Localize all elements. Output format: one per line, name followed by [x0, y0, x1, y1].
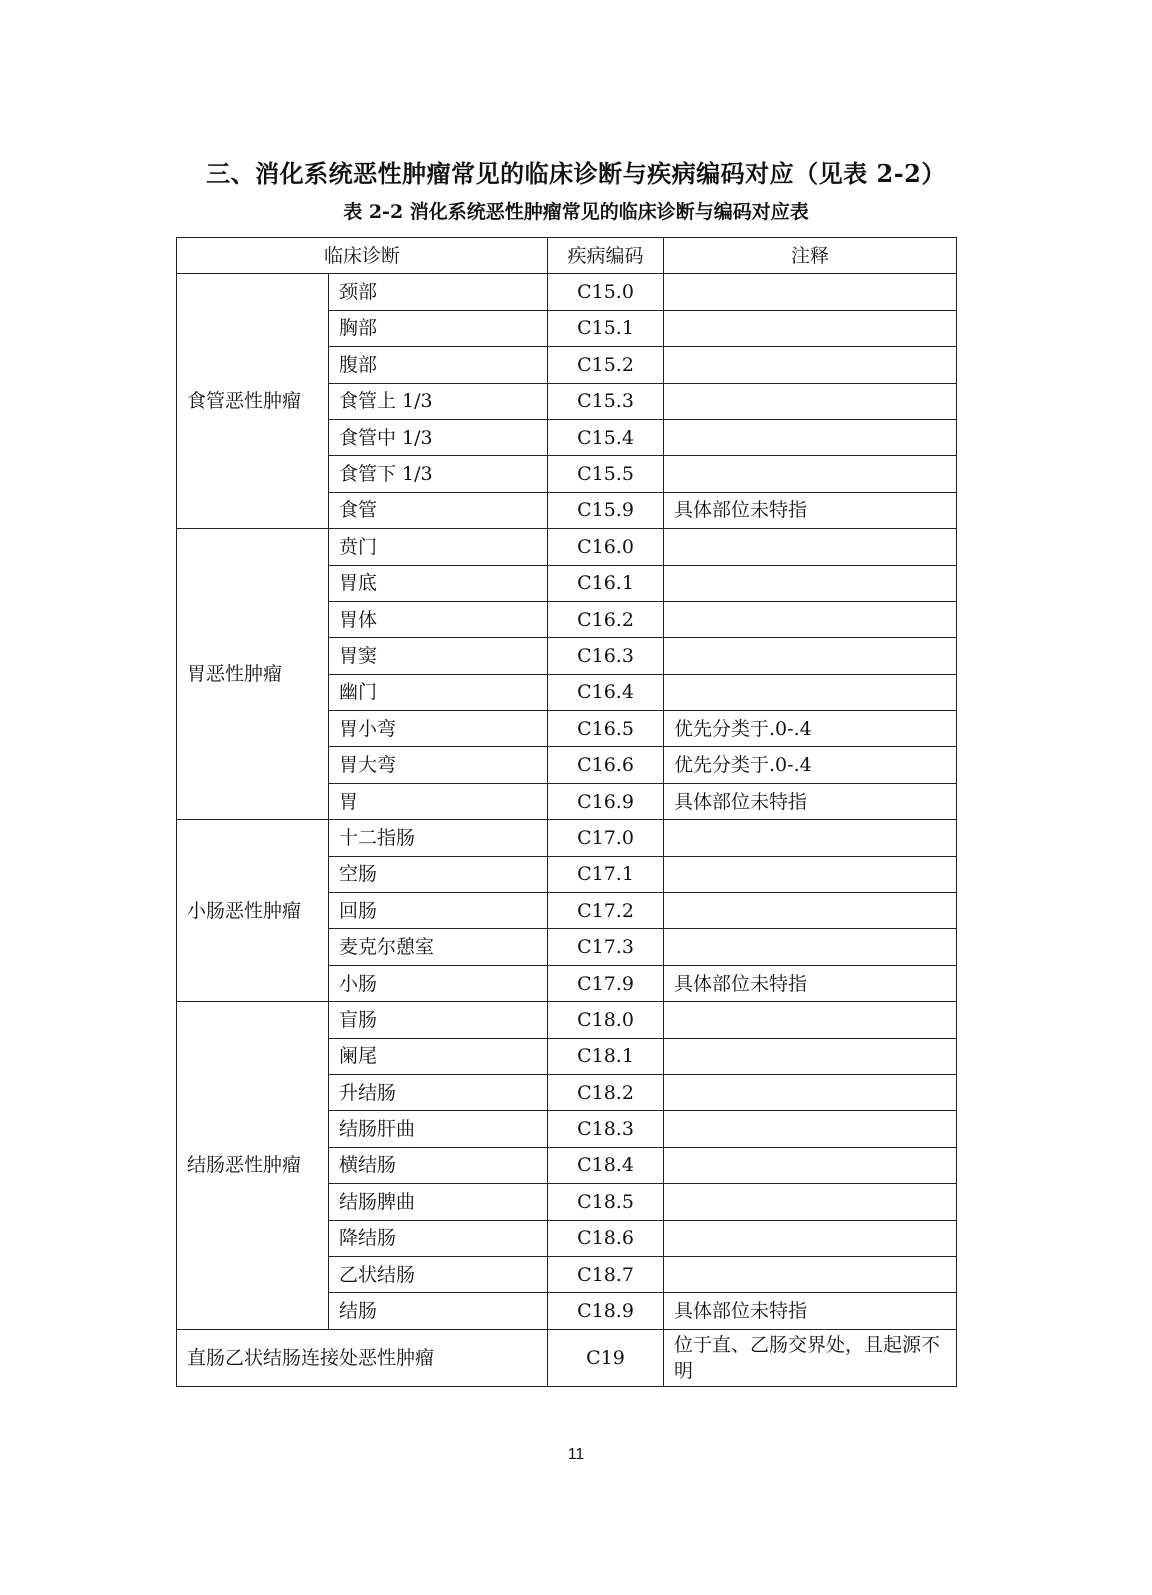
site-cell: 胃大弯	[329, 747, 548, 783]
code-cell: C16.3	[548, 638, 664, 674]
site-cell: 乙状结肠	[329, 1256, 548, 1292]
code-cell: C16.0	[548, 529, 664, 565]
note-cell: 具体部位未特指	[664, 965, 957, 1001]
note-cell: 位于直、乙肠交界处，且起源不明	[664, 1329, 957, 1386]
site-cell: 腹部	[329, 347, 548, 383]
code-cell: C16.6	[548, 747, 664, 783]
table-caption: 表 2-2 消化系统恶性肿瘤常见的临床诊断与编码对应表	[343, 201, 809, 223]
note-cell	[664, 1220, 957, 1256]
site-cell: 食管中 1/3	[329, 419, 548, 455]
group-diagnosis-cell: 胃恶性肿瘤	[177, 529, 329, 820]
code-cell: C15.0	[548, 274, 664, 310]
code-cell: C17.9	[548, 965, 664, 1001]
code-cell: C16.9	[548, 783, 664, 819]
code-cell: C18.6	[548, 1220, 664, 1256]
note-cell	[664, 310, 957, 346]
site-cell: 胃底	[329, 565, 548, 601]
note-cell	[664, 419, 957, 455]
code-cell: C16.4	[548, 674, 664, 710]
header-clinical-diagnosis: 临床诊断	[177, 238, 548, 274]
note-cell	[664, 1256, 957, 1292]
table-row	[177, 1002, 957, 1038]
section-heading: 三、消化系统恶性肿瘤常见的临床诊断与疾病编码对应（见表 2-2）	[206, 159, 946, 188]
site-cell: 颈部	[329, 274, 548, 310]
site-cell: 胃	[329, 783, 548, 819]
page-number: 11	[567, 1446, 585, 1463]
code-cell: C15.9	[548, 492, 664, 528]
diagnosis-cell: 直肠乙状结肠连接处恶性肿瘤	[177, 1329, 548, 1386]
site-cell: 食管	[329, 492, 548, 528]
site-cell: 升结肠	[329, 1074, 548, 1110]
site-cell: 小肠	[329, 965, 548, 1001]
site-cell: 横结肠	[329, 1147, 548, 1183]
code-cell: C16.5	[548, 711, 664, 747]
note-cell	[664, 347, 957, 383]
code-cell: C15.5	[548, 456, 664, 492]
site-cell: 食管上 1/3	[329, 383, 548, 419]
code-cell: C18.7	[548, 1256, 664, 1292]
code-cell: C18.1	[548, 1038, 664, 1074]
note-cell	[664, 1111, 957, 1147]
note-cell	[664, 638, 957, 674]
code-cell: C17.3	[548, 929, 664, 965]
code-cell: C19	[548, 1329, 664, 1386]
code-cell: C15.4	[548, 419, 664, 455]
site-cell: 十二指肠	[329, 820, 548, 856]
site-cell: 空肠	[329, 856, 548, 892]
note-cell	[664, 674, 957, 710]
site-cell: 胃窦	[329, 638, 548, 674]
note-cell	[664, 274, 957, 310]
code-cell: C15.2	[548, 347, 664, 383]
site-cell: 结肠	[329, 1293, 548, 1329]
code-cell: C18.0	[548, 1002, 664, 1038]
note-cell	[664, 456, 957, 492]
code-cell: C18.3	[548, 1111, 664, 1147]
note-cell	[664, 1038, 957, 1074]
header-disease-code: 疾病编码	[548, 238, 664, 274]
note-cell	[664, 893, 957, 929]
diagnosis-code-table	[176, 237, 957, 1387]
code-cell: C16.1	[548, 565, 664, 601]
group-diagnosis-cell: 结肠恶性肿瘤	[177, 1002, 329, 1330]
note-cell	[664, 1147, 957, 1183]
note-cell	[664, 856, 957, 892]
site-cell: 阑尾	[329, 1038, 548, 1074]
site-cell: 盲肠	[329, 1002, 548, 1038]
header-note: 注释	[664, 238, 957, 274]
site-cell: 回肠	[329, 893, 548, 929]
site-cell: 食管下 1/3	[329, 456, 548, 492]
note-cell	[664, 1002, 957, 1038]
note-cell: 具体部位未特指	[664, 492, 957, 528]
note-cell	[664, 820, 957, 856]
site-cell: 结肠脾曲	[329, 1184, 548, 1220]
note-cell: 具体部位未特指	[664, 1293, 957, 1329]
table-header-row	[177, 238, 957, 274]
site-cell: 结肠肝曲	[329, 1111, 548, 1147]
code-cell: C17.2	[548, 893, 664, 929]
note-cell: 优先分类于.0-.4	[664, 711, 957, 747]
note-cell	[664, 383, 957, 419]
code-cell: C18.4	[548, 1147, 664, 1183]
code-cell: C15.1	[548, 310, 664, 346]
code-cell: C18.2	[548, 1074, 664, 1110]
code-cell: C17.0	[548, 820, 664, 856]
table-row	[177, 274, 957, 310]
code-cell: C15.3	[548, 383, 664, 419]
note-cell	[664, 601, 957, 637]
code-cell: C18.5	[548, 1184, 664, 1220]
site-cell: 贲门	[329, 529, 548, 565]
site-cell: 胸部	[329, 310, 548, 346]
table-row	[177, 1329, 957, 1386]
note-cell: 优先分类于.0-.4	[664, 747, 957, 783]
group-diagnosis-cell: 食管恶性肿瘤	[177, 274, 329, 529]
note-cell	[664, 1184, 957, 1220]
note-cell	[664, 929, 957, 965]
site-cell: 降结肠	[329, 1220, 548, 1256]
code-cell: C17.1	[548, 856, 664, 892]
note-cell	[664, 529, 957, 565]
site-cell: 胃体	[329, 601, 548, 637]
site-cell: 麦克尔憩室	[329, 929, 548, 965]
code-cell: C18.9	[548, 1293, 664, 1329]
table-row	[177, 529, 957, 565]
site-cell: 幽门	[329, 674, 548, 710]
group-diagnosis-cell: 小肠恶性肿瘤	[177, 820, 329, 1002]
code-cell: C16.2	[548, 601, 664, 637]
note-cell: 具体部位未特指	[664, 783, 957, 819]
table-row	[177, 820, 957, 856]
note-cell	[664, 1074, 957, 1110]
note-cell	[664, 565, 957, 601]
site-cell: 胃小弯	[329, 711, 548, 747]
